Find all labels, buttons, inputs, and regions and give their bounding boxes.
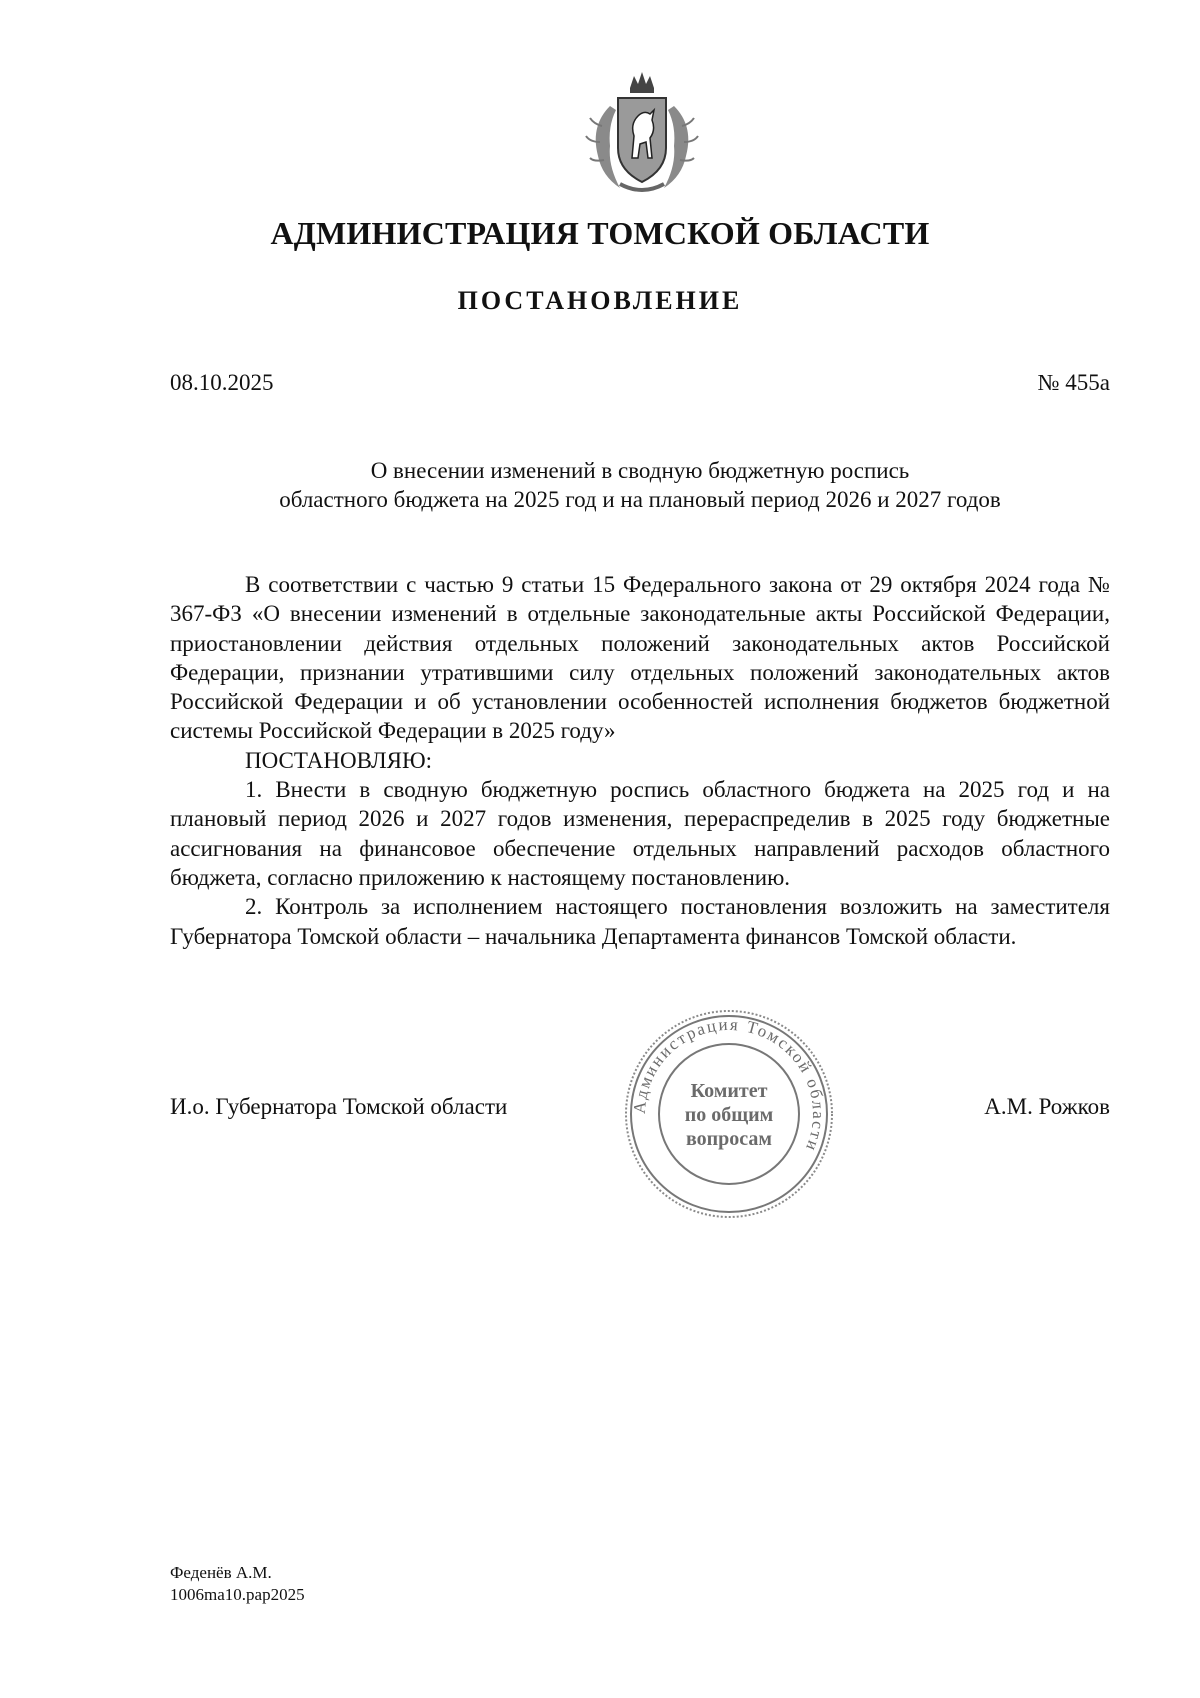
subject-line-1: О внесении изменений в сводную бюджетную роспись <box>370 458 910 483</box>
item-paragraph-2: 2. Контроль за исполнением настоящего постановления возложить на заместителя Губернатора Томской области – начальника Департамента финансов Томской области. <box>170 894 1110 949</box>
stamp-center-line-1: Комитет <box>690 1080 768 1102</box>
decree-word: ПОСТАНОВЛЯЮ: <box>245 747 433 773</box>
document-body <box>170 570 1110 951</box>
signer-title: И.о. Губернатора Томской области <box>170 1094 508 1119</box>
preamble-paragraph: В соответствии с частью 9 статьи 15 Федерального закона от 29 октября 2024 года № 367-ФЗ «О внесении изменений в отдельные законодательные акты Российской Федерации, приостановлении действия отдельных положений законодательных актов Российской Федерации, признании утратившими силу отдельных положений законодательных актов Российской Федерации и об установлении особенностей исполнения бюджетов бюджетной системы Российской Федерации в 2025 году» <box>170 572 1110 744</box>
executor-block <box>170 1562 305 1606</box>
organization-title: АДМИНИСТРАЦИЯ ТОМСКОЙ ОБЛАСТИ <box>270 215 930 251</box>
stamp-center-line-3: вопросам <box>685 1128 773 1150</box>
subject-line-2: областного бюджета на 2025 год и на плановый период 2026 и 2027 годов <box>279 487 1001 512</box>
document-type: ПОСТАНОВЛЕНИЕ <box>457 286 743 315</box>
signer-name: А.М. Рожков <box>984 1094 1110 1119</box>
document-subject <box>170 456 1110 514</box>
executor-file-ref: 1006ma10.pap2025 <box>170 1585 305 1604</box>
official-stamp <box>622 1007 836 1221</box>
stamp-ring-text: Администрация Томской области <box>629 1014 829 1156</box>
item-paragraph-1: 1. Внести в сводную бюджетную роспись областного бюджета на 2025 год и на плановый период 2026 и 2027 годов изменения, перераспределив в 2025 году бюджетные ассигнования на финансовое обеспечение отдельных направлений расходов областного бюджета, согласно приложению к настоящему постановлению. <box>170 777 1110 890</box>
coat-of-arms-icon <box>580 66 704 202</box>
document-date: 08.10.2025 <box>170 370 274 395</box>
stamp-center-line-2: по общим <box>684 1104 774 1126</box>
document-number: № 455а <box>1037 370 1110 395</box>
executor-name: Феденёв А.М. <box>170 1563 272 1582</box>
